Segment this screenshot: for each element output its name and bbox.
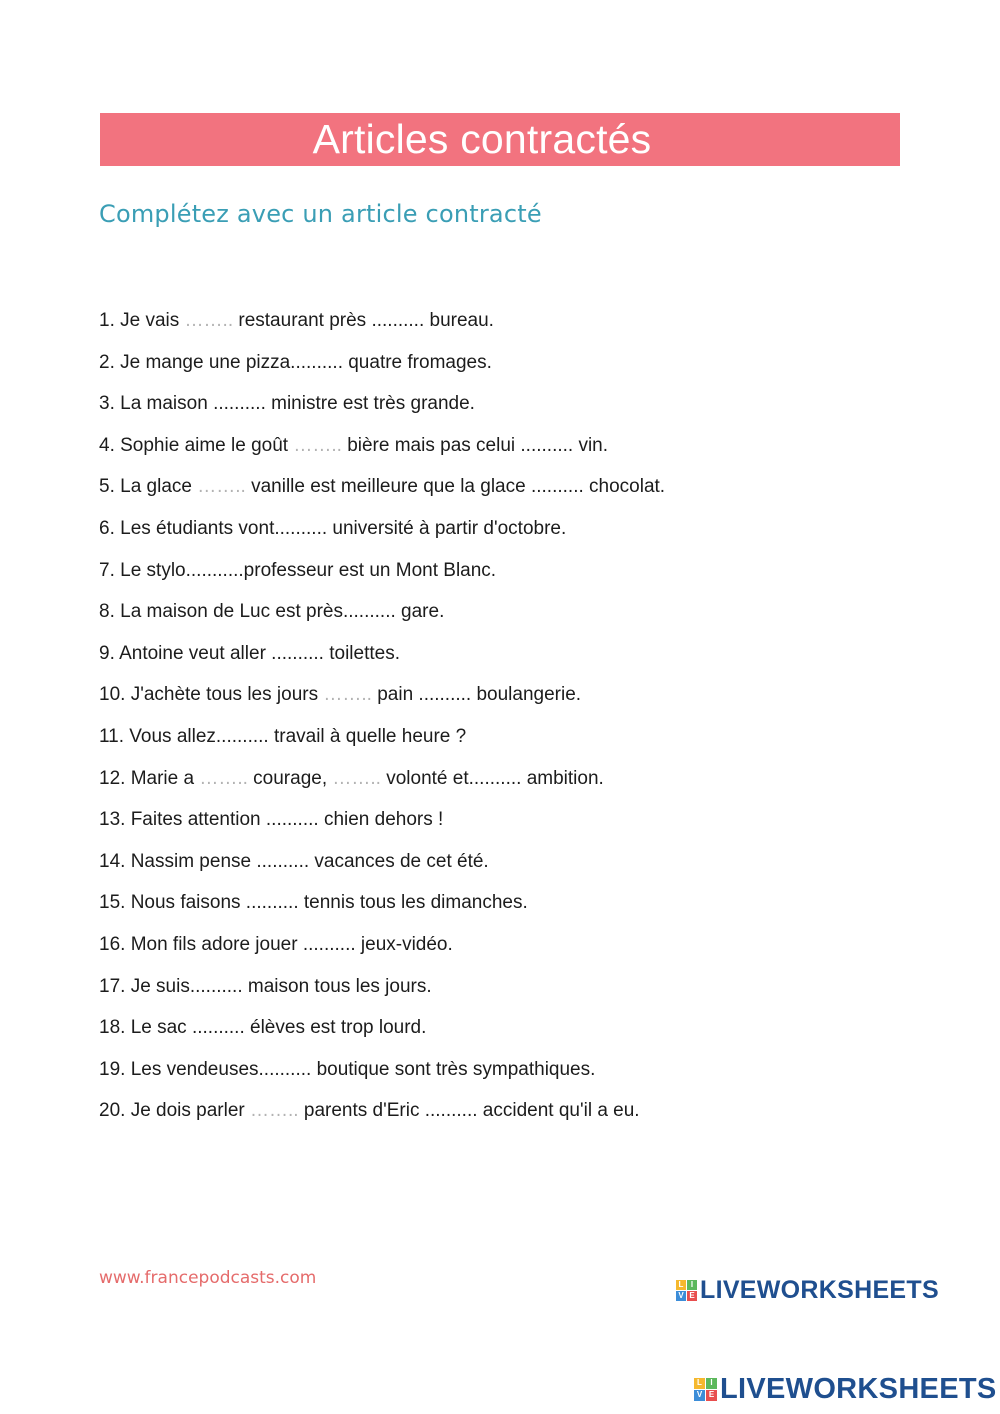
answer-blank: …….. [184,310,234,331]
exercise-item [99,348,899,390]
exercise-text: 2. Je mange une pizza.......... quatre fromages. [99,351,492,373]
exercise-text: 10. J'achète tous les jours [99,684,324,706]
page-title: Articles contractés [312,116,652,162]
exercise-text: 13. Faites attention .......... chien dehors ! [99,809,444,831]
exercise-text: restaurant près .......... bureau. [233,310,494,331]
answer-blank: …….. [293,434,342,456]
exercise-item [99,639,899,681]
exercise-text: 20. Je dois parler [99,1100,251,1122]
answer-blank: …….. [197,476,246,498]
brand-text: LIVEWORKSHEETS [720,1373,997,1405]
exercise-item [99,597,899,639]
exercise-item [99,556,899,598]
exercise-text: 8. La maison de Luc est près.......... gare. [99,601,445,623]
logo-letter: V [694,1390,705,1401]
exercise-text: vanille est meilleure que la glace .......... chocolat. [245,476,666,498]
answer-blank: …….. [332,767,381,789]
answer-blank: …….. [323,684,372,706]
exercise-text: 9. Antoine veut aller .......... toilettes. [99,642,400,664]
exercise-text: 1. Je vais [99,310,185,331]
exercise-text: 7. Le stylo...........professeur est un Mont Blanc. [99,559,497,581]
exercise-text: parents d'Eric .......... accident qu'il a eu. [298,1100,640,1122]
exercise-item [99,805,899,847]
liveworksheets-logo-icon [694,1378,717,1401]
exercise-item [99,1055,899,1097]
exercise-item [99,1096,899,1138]
logo-letter: E [706,1390,717,1401]
logo-letter: I [687,1280,697,1290]
liveworksheets-brand [676,1276,939,1305]
exercise-item [99,722,899,764]
liveworksheets-logo-icon [676,1280,697,1301]
answer-blank: …….. [199,767,248,789]
exercise-item [99,764,899,806]
exercise-text: 11. Vous allez.......... travail à quelle heure ? [99,725,467,747]
exercise-item [99,472,899,514]
title-banner [100,113,900,166]
exercise-text: 12. Marie a [99,767,200,789]
exercise-text: 15. Nous faisons .......... tennis tous les dimanches. [99,892,528,914]
exercise-text: courage, [247,767,333,789]
exercise-item [99,1013,899,1055]
exercise-text: 17. Je suis.......... maison tous les jours. [99,975,432,997]
logo-letter: I [706,1378,717,1389]
exercise-text: 19. Les vendeuses.......... boutique sont très sympathiques. [99,1058,596,1080]
exercise-item [99,847,899,889]
logo-letter: L [676,1280,686,1290]
brand-text: LIVEWORKSHEETS [700,1276,939,1304]
exercise-text: 3. La maison .......... ministre est très grande. [99,393,475,415]
logo-letter: L [694,1378,705,1389]
exercise-text: 18. Le sac .......... élèves est trop lourd. [99,1017,427,1039]
exercise-text: 4. Sophie aime le goût [99,434,294,456]
exercise-item [99,431,899,473]
exercise-text: 16. Mon fils adore jouer .......... jeux-vidéo. [99,933,453,955]
logo-letter: E [687,1291,697,1301]
exercise-text: pain .......... boulangerie. [371,684,582,706]
answer-blank: …….. [250,1100,299,1122]
exercise-text: 5. La glace [99,476,198,498]
footer-url: www.francepodcasts.com [99,1268,317,1288]
exercise-item [99,306,899,348]
logo-letter: V [676,1291,686,1301]
exercise-item [99,389,899,431]
exercise-item [99,972,899,1014]
exercise-text: 14. Nassim pense .......... vacances de cet été. [99,850,489,872]
exercise-item [99,888,899,930]
exercise-text: bière mais pas celui .......... vin. [341,434,609,456]
liveworksheets-watermark [694,1373,997,1406]
exercise-text: 6. Les étudiants vont.......... université à partir d'octobre. [99,517,567,539]
exercise-text: volonté et.......... ambition. [380,767,604,789]
exercise-item [99,930,899,972]
exercise-item [99,514,899,556]
exercise-item [99,680,899,722]
exercise-list [99,306,899,1138]
instructions: Complétez avec un article contracté [99,200,542,228]
